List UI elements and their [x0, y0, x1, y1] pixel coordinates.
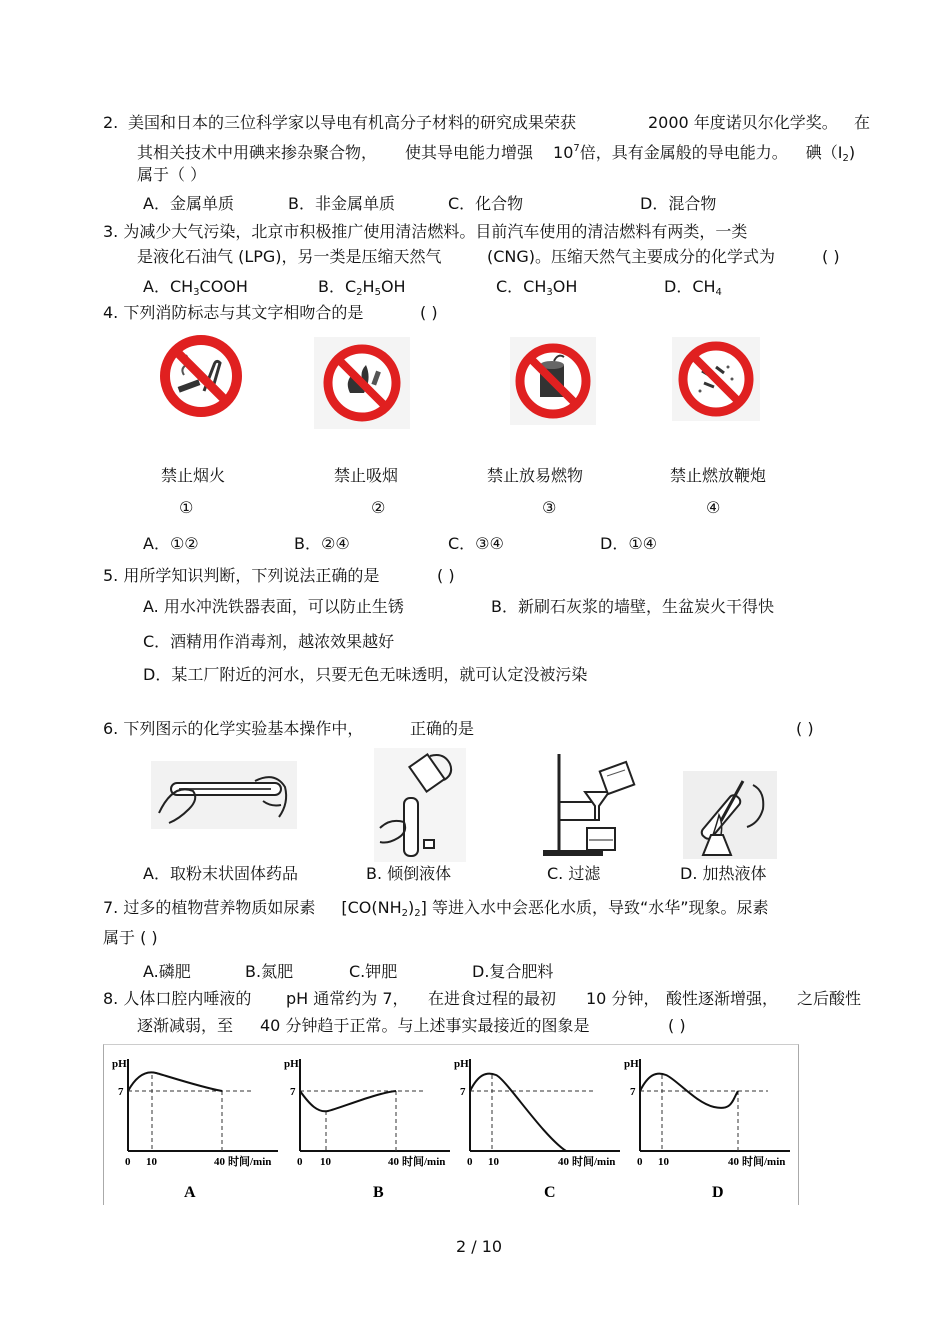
q2-line2c: 10 — [553, 143, 574, 162]
graph-d-xlabel: 时间/min — [742, 1156, 786, 1168]
graph-a-x40: 40 — [214, 1156, 225, 1168]
q2-line2b: 使其导电能力增强 — [405, 143, 534, 162]
q6-stem-a: 6. 下列图示的化学实验基本操作中， — [103, 719, 364, 738]
sign-number-3: ③ — [542, 498, 557, 517]
graph-b-ylabel: pH — [284, 1058, 299, 1070]
q5-option-d: D．某工厂附近的河水，只要无色无味透明，就可认定没被污染 — [143, 665, 588, 684]
graph-a-xlabel: 时间/min — [228, 1156, 272, 1168]
graph-a — [112, 1058, 278, 1201]
lab-powder-transfer-image — [151, 761, 297, 829]
graph-a-seven: 7 — [118, 1086, 124, 1098]
no-firecrackers-sign-icon — [672, 337, 760, 421]
q2-line2e: 碘（I — [805, 143, 843, 162]
q2-option-a: A．金属单质 — [143, 194, 234, 213]
q2-line2d: 倍，具有金属般的导电能力。 — [579, 143, 788, 162]
graph-b-label: B — [373, 1184, 384, 1201]
q8-stem-line2b: 40 分钟趋于正常。与上述事实最接近的图象是 — [260, 1016, 590, 1035]
q3-stem-line2c: ( ) — [822, 247, 840, 266]
graph-a-label: A — [184, 1184, 196, 1201]
q4-bracket: ( ) — [420, 303, 438, 322]
ph-graphs-panel — [103, 1044, 799, 1205]
ph-graphs-svg — [104, 1045, 798, 1205]
q6-caption-c: C. 过滤 — [547, 864, 601, 883]
lab-filtration-image — [539, 746, 643, 858]
q8-stem-line1f: 之后酸性 — [797, 989, 862, 1008]
q2-stem-line1a: 美国和日本的三位科学家以导电有机高分子材料的研究成果荣获 — [128, 113, 577, 132]
q2-stem-line2 — [137, 139, 855, 169]
q7-option-a: A.磷肥 — [143, 962, 191, 981]
q3-stem-line1: 3. 为减少大气污染，北京市积极推广使用清洁燃料。目前汽车使用的清洁燃料有两类，一类 — [103, 222, 748, 241]
graph-c-x0: 0 — [467, 1156, 473, 1168]
q7-stem-line2: 属于 ( ) — [103, 928, 158, 947]
graph-b-seven: 7 — [290, 1086, 296, 1098]
q3-option-b: B．$C_2H_5OH$ — [318, 277, 406, 298]
graph-d-label: D — [712, 1184, 724, 1201]
q8-stem-line1d: 10 分钟， — [586, 989, 660, 1008]
graph-c-seven: 7 — [460, 1086, 466, 1098]
graph-d-x10: 10 — [658, 1156, 669, 1168]
graph-c-x10: 10 — [488, 1156, 499, 1168]
q7-stem-line1: 7. 过多的植物营养物质如尿素 $[CO(NH_2)_2]$ 等进入水中会恶化水质，导致“水华”现象。尿素 — [103, 898, 769, 919]
q8-stem-line1b: pH 通常约为 7， — [286, 989, 409, 1008]
graph-c — [454, 1058, 620, 1201]
graph-d-ylabel: pH — [624, 1058, 639, 1070]
q4-option-d: D．①④ — [600, 534, 658, 553]
graph-c-label: C — [544, 1184, 556, 1201]
sign-caption-3: 禁止放易燃物 — [487, 466, 584, 485]
graph-b-xlabel: 时间/min — [402, 1156, 446, 1168]
q3-option-a: A．$CH_3COOH$ — [143, 277, 248, 298]
graph-c-x40: 40 — [558, 1156, 569, 1168]
page-number: 2 / 10 — [456, 1237, 503, 1256]
q5-option-c: C．酒精用作消毒剂，越浓效果越好 — [143, 632, 395, 651]
q8-stem-line1e: 酸性逐渐增强， — [666, 989, 779, 1008]
q5-stem: 5. 用所学知识判断，下列说法正确的是 — [103, 566, 380, 585]
q3-stem-line2b: (CNG)。压缩天然气主要成分的化学式为 — [487, 247, 776, 266]
q4-option-a: A．①② — [143, 534, 199, 553]
sign-number-1: ① — [179, 498, 194, 517]
graph-a-ylabel: pH — [112, 1058, 127, 1070]
sign-caption-1: 禁止烟火 — [161, 466, 226, 485]
q6-caption-a: A．取粉末状固体药品 — [143, 864, 298, 883]
q5-bracket: ( ) — [437, 566, 455, 585]
graph-d-seven: 7 — [630, 1086, 636, 1098]
sign-caption-2: 禁止吸烟 — [334, 466, 399, 485]
q2-option-c: C．化合物 — [448, 194, 524, 213]
q8-stem-line1c: 在进食过程的最初 — [428, 989, 557, 1008]
sign-caption-4: 禁止燃放鞭炮 — [670, 466, 767, 485]
q7-option-d: D.复合肥料 — [472, 962, 554, 981]
q2-option-d: D．混合物 — [640, 194, 717, 213]
q3-option-d: D．$CH_4$ — [664, 277, 722, 298]
graph-d-x40: 40 — [728, 1156, 739, 1168]
graph-b-x40: 40 — [388, 1156, 399, 1168]
q7-option-b: B.氮肥 — [245, 962, 294, 981]
q7-option-c: C.钾肥 — [349, 962, 398, 981]
graph-a-x0: 0 — [125, 1156, 131, 1168]
q2-stem-line3: 属于（ ） — [137, 165, 207, 184]
q2-stem-line1c: 在 — [854, 113, 871, 132]
q4-stem: 4. 下列消防标志与其文字相吻合的是 — [103, 303, 364, 322]
q6-caption-b: B. 倾倒液体 — [366, 864, 452, 883]
q2-option-b: B．非金属单质 — [288, 194, 395, 213]
graph-b-x0: 0 — [297, 1156, 303, 1168]
lab-heating-liquid-image — [683, 771, 777, 859]
q6-bracket: ( ) — [796, 719, 814, 738]
q4-option-b: B．②④ — [294, 534, 350, 553]
q2-number: 2. — [103, 113, 119, 132]
q2-line2f: ) — [848, 143, 856, 162]
q2-line2a: 其相关技术中用碘来掺杂聚合物， — [137, 143, 378, 162]
lab-pour-liquid-image — [374, 748, 466, 862]
sign-number-4: ④ — [706, 498, 721, 517]
q2-line2-sup: 7 — [573, 143, 580, 154]
q6-caption-d: D. 加热液体 — [680, 864, 767, 883]
graph-c-ylabel: pH — [454, 1058, 469, 1070]
q3-stem-line2a: 是液化石油气 (LPG)，另一类是压缩天然气 — [137, 247, 442, 266]
graph-d-x0: 0 — [637, 1156, 643, 1168]
graph-d — [624, 1058, 790, 1201]
graph-c-xlabel: 时间/min — [572, 1156, 616, 1168]
q3-option-c: C．$CH_3OH$ — [496, 277, 578, 298]
sign-number-2: ② — [371, 498, 386, 517]
graph-b — [284, 1058, 450, 1201]
q2-stem-line1b: 2000 年度诺贝尔化学奖。 — [648, 113, 838, 132]
graph-b-x10: 10 — [320, 1156, 331, 1168]
q5-option-a: A. 用水冲洗铁器表面，可以防止生锈 — [143, 597, 404, 616]
q5-option-b: B．新刷石灰浆的墙壁，生盆炭火干得快 — [491, 597, 774, 616]
graph-a-x10: 10 — [146, 1156, 157, 1168]
q4-option-c: C．③④ — [448, 534, 504, 553]
q2-line2-sub: 2 — [842, 153, 849, 164]
no-flammables-sign-icon — [510, 337, 596, 425]
q6-stem-b: 正确的是 — [410, 719, 475, 738]
no-smoking-sign-icon — [314, 337, 410, 429]
no-fire-sign-icon — [158, 333, 244, 419]
q8-stem-line2c: ( ) — [668, 1016, 686, 1035]
q8-stem-line2a: 逐渐减弱，至 — [137, 1016, 234, 1035]
q8-stem-line1a: 8. 人体口腔内唾液的 — [103, 989, 252, 1008]
